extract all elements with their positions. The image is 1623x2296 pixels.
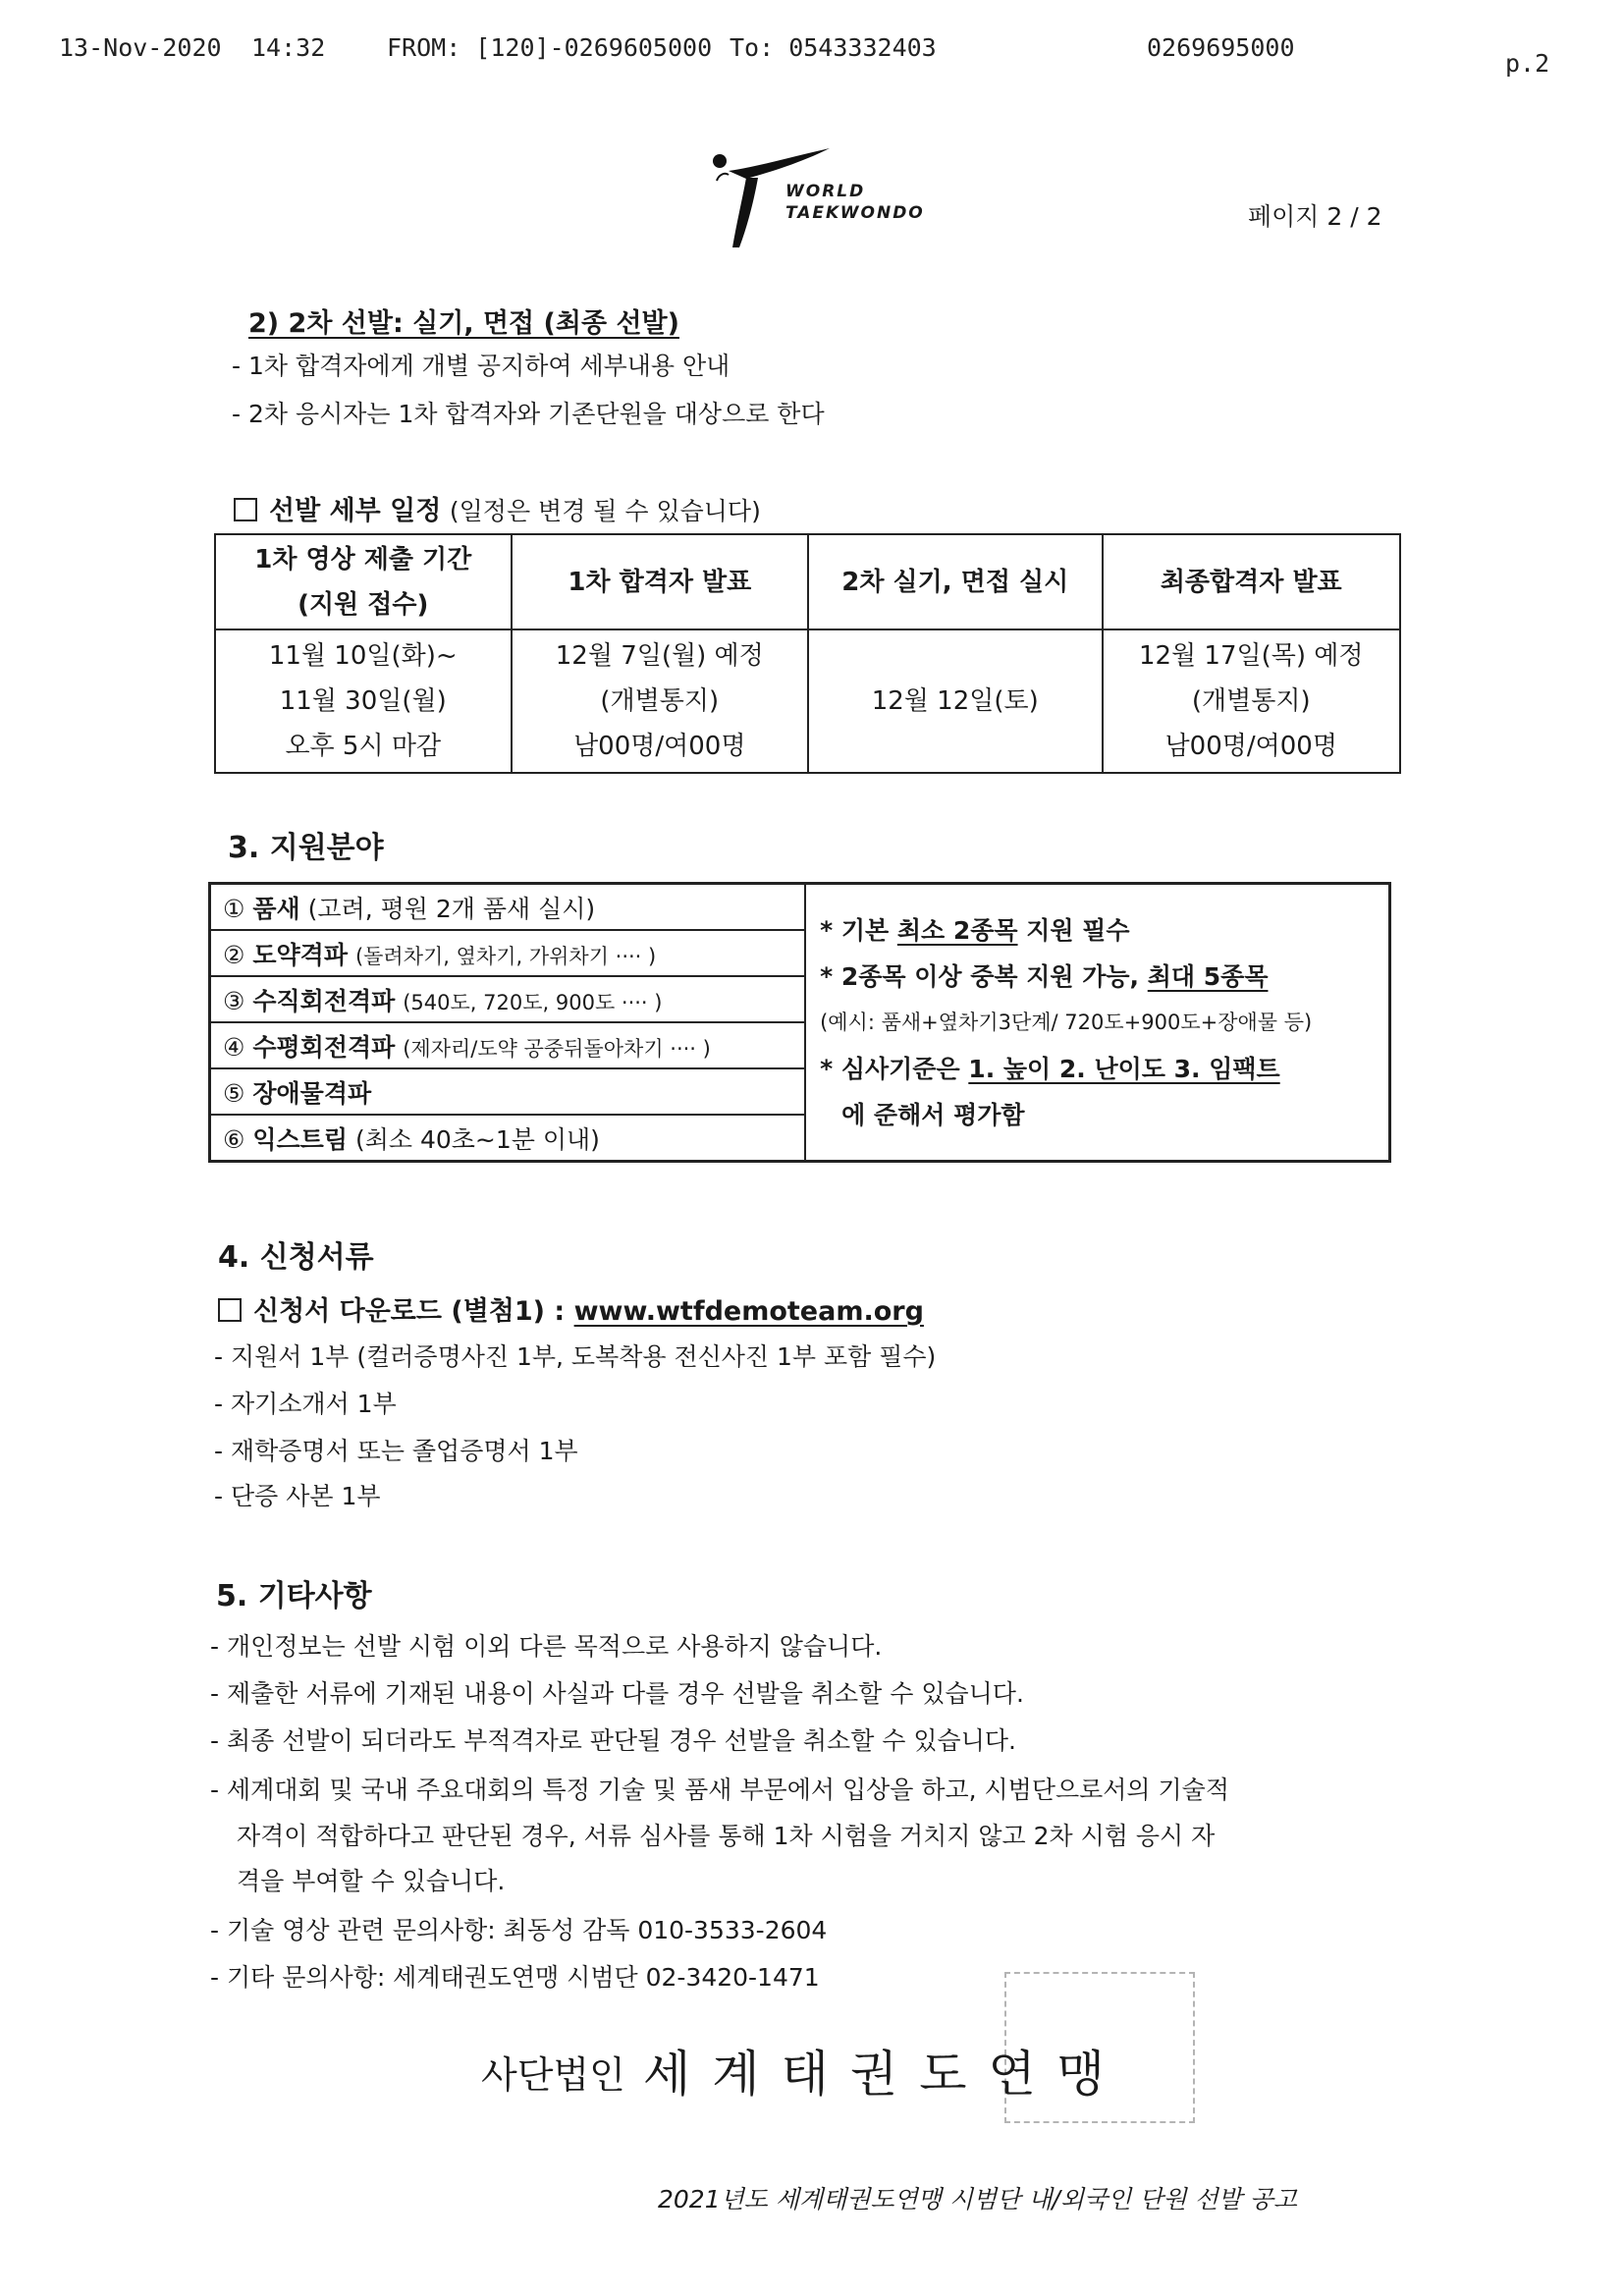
fields-title: 3. 지원분야 [228,831,384,865]
schedule-header-cell: 2차 실기, 면접 실시 [808,534,1102,629]
document-item: - 지원서 1부 (컬러증명사진 1부, 도복착용 전신사진 1부 포함 필수) [214,1342,937,1371]
etc-item: - 최종 선발이 되더라도 부적격자로 판단될 경우 선발을 취소할 수 있습니다. [210,1726,1016,1755]
fields-notes [805,884,1389,1162]
etc-title: 5. 기타사항 [216,1579,372,1613]
section2-title: 2) 2차 선발: 실기, 면접 (최종 선발) [248,308,679,339]
fax-from: FROM: [120]-0269605000 [387,33,713,62]
signature-lead: 사단법인 [481,2053,625,2097]
field-name: 익스트림 [252,1124,348,1154]
field-detail: (고려, 평원 2개 품새 실시) [307,894,596,923]
schedule-header-cell: 최종합격자 발표 [1103,534,1401,629]
field-number: ④ [223,1032,245,1062]
note-line [820,1046,1375,1092]
note-line: 에 준해서 평가함 [841,1100,1025,1129]
schedule-cell [1103,629,1401,773]
field-name: 수직회전격파 [252,986,396,1015]
header-text: (지원 접수) [298,589,429,620]
field-name: 수평회전격파 [252,1032,396,1062]
schedule-heading-bold: 선발 세부 일정 [269,496,442,526]
note-line [820,907,1375,954]
field-item [210,1022,806,1068]
schedule-data-row [215,629,1400,773]
cell-line: (개별통지) [600,686,720,716]
schedule-heading [234,489,761,527]
logo-line-taekwondo: TAEKWONDO [785,203,925,223]
field-number: ② [223,940,245,969]
field-number: ③ [223,986,245,1015]
cell-line: 12월 17일(목) 예정 [1138,641,1364,671]
note-text: 1. 높이 2. 난이도 3. 임팩트 [968,1054,1280,1083]
section2-item: - 1차 합격자에게 개별 공지하여 세부내용 안내 [232,352,730,380]
etc-item: - 기술 영상 관련 문의사항: 최동성 감독 010-3533-2604 [210,1916,828,1944]
note-line: (예시: 품새+옆차기3단계/ 720도+900도+장애물 등) [820,1010,1313,1034]
download-label: 신청서 다운로드 (별첨1) : [253,1296,574,1327]
field-detail: (최소 40초~1분 이내) [354,1124,600,1154]
field-name: 장애물격파 [252,1078,372,1108]
field-number: ① [223,894,245,923]
etc-item: 자격이 적합하다고 판단된 경우, 서류 심사를 통해 1차 시험을 거치지 않고 2차 시험 응시 자 [237,1822,1216,1850]
field-detail: (540도, 720도, 900도 ···· ) [403,990,663,1014]
field-detail: (제자리/도약 공중뒤돌아차기 ···· ) [403,1036,711,1061]
etc-item: - 개인정보는 선발 시험 이외 다른 목적으로 사용하지 않습니다. [210,1632,883,1661]
footer-title: 2021년도 세계태권도연맹 시범단 내/외국인 단원 선발 공고 [658,2185,1298,2214]
schedule-cell [215,629,512,773]
download-line [218,1289,924,1328]
cell-line: 남00명/여00명 [573,732,746,761]
note-text: 최대 5종목 [1147,961,1269,991]
schedule-header-cell [215,534,512,629]
field-row [210,884,1390,931]
fax-date: 13-Nov-2020 [59,33,222,62]
schedule-header-row [215,534,1400,629]
field-name: 도약격파 [252,940,348,969]
cell-line: 오후 5시 마감 [285,732,442,761]
schedule-heading-note: (일정은 변경 될 수 있습니다) [449,497,761,525]
field-name: 품새 [252,894,300,923]
header-text: 1차 영상 제출 기간 [254,544,472,574]
schedule-table [214,533,1401,774]
field-item [210,1115,806,1162]
note-text: 지원 필수 [1017,915,1130,945]
field-number: ⑥ [223,1124,245,1154]
fields-table [208,882,1391,1163]
note-text: 최소 2종목 [896,915,1018,945]
fax-page: p.2 [1505,49,1550,78]
document-item: - 단증 사본 1부 [214,1482,381,1510]
schedule-cell [512,629,808,773]
fax-to: To: 0543332403 [730,33,937,62]
etc-item: - 기타 문의사항: 세계태권도연맹 시범단 02-3420-1471 [210,1963,820,1992]
logo-text [785,181,925,224]
etc-item: - 세계대회 및 국내 주요대회의 특정 기술 및 품새 부문에서 입상을 하고, 시범단으로서의 기술적 [210,1776,1229,1804]
note-text: * 기본 [820,915,897,945]
page-indicator: 페이지 2 / 2 [1248,202,1382,231]
schedule-cell: 12월 12일(토) [808,629,1102,773]
checkbox-icon [234,498,257,521]
logo-line-world: WORLD [785,182,866,201]
cell-line: 11월 30일(월) [279,686,447,716]
field-number: ⑤ [223,1078,245,1108]
fax-number: 0269695000 [1147,33,1295,62]
cell-line: 12월 7일(월) 예정 [555,641,764,671]
field-item [210,884,806,931]
cell-line: 남00명/여00명 [1164,732,1337,761]
documents-title: 4. 신청서류 [218,1240,374,1275]
field-item [210,976,806,1022]
note-line [820,954,1375,1000]
cell-line: 11월 10일(화)~ [268,641,458,671]
section2-item: - 2차 응시자는 1차 합격자와 기존단원을 대상으로 한다 [232,400,825,428]
field-item [210,1068,806,1115]
field-detail: (돌려차기, 옆차기, 가위차기 ···· ) [354,944,657,968]
signature-org: 세계태권도연맹 [643,2046,1127,2103]
etc-item: - 제출한 서류에 기재된 내용이 사실과 다를 경우 선발을 취소할 수 있습니다. [210,1679,1024,1708]
cell-line: (개별통지) [1191,686,1311,716]
document-item: - 재학증명서 또는 졸업증명서 1부 [214,1437,578,1465]
note-text: * 2종목 이상 중복 지원 가능, [820,961,1148,991]
field-item [210,930,806,976]
fax-time: 14:32 [251,33,326,62]
document-item: - 자기소개서 1부 [214,1390,397,1418]
download-link[interactable]: www.wtfdemoteam.org [573,1296,924,1327]
etc-item: 격을 부여할 수 있습니다. [237,1867,506,1895]
checkbox-icon [218,1298,242,1322]
schedule-header-cell: 1차 합격자 발표 [512,534,808,629]
note-text: * 심사기준은 [820,1054,969,1083]
